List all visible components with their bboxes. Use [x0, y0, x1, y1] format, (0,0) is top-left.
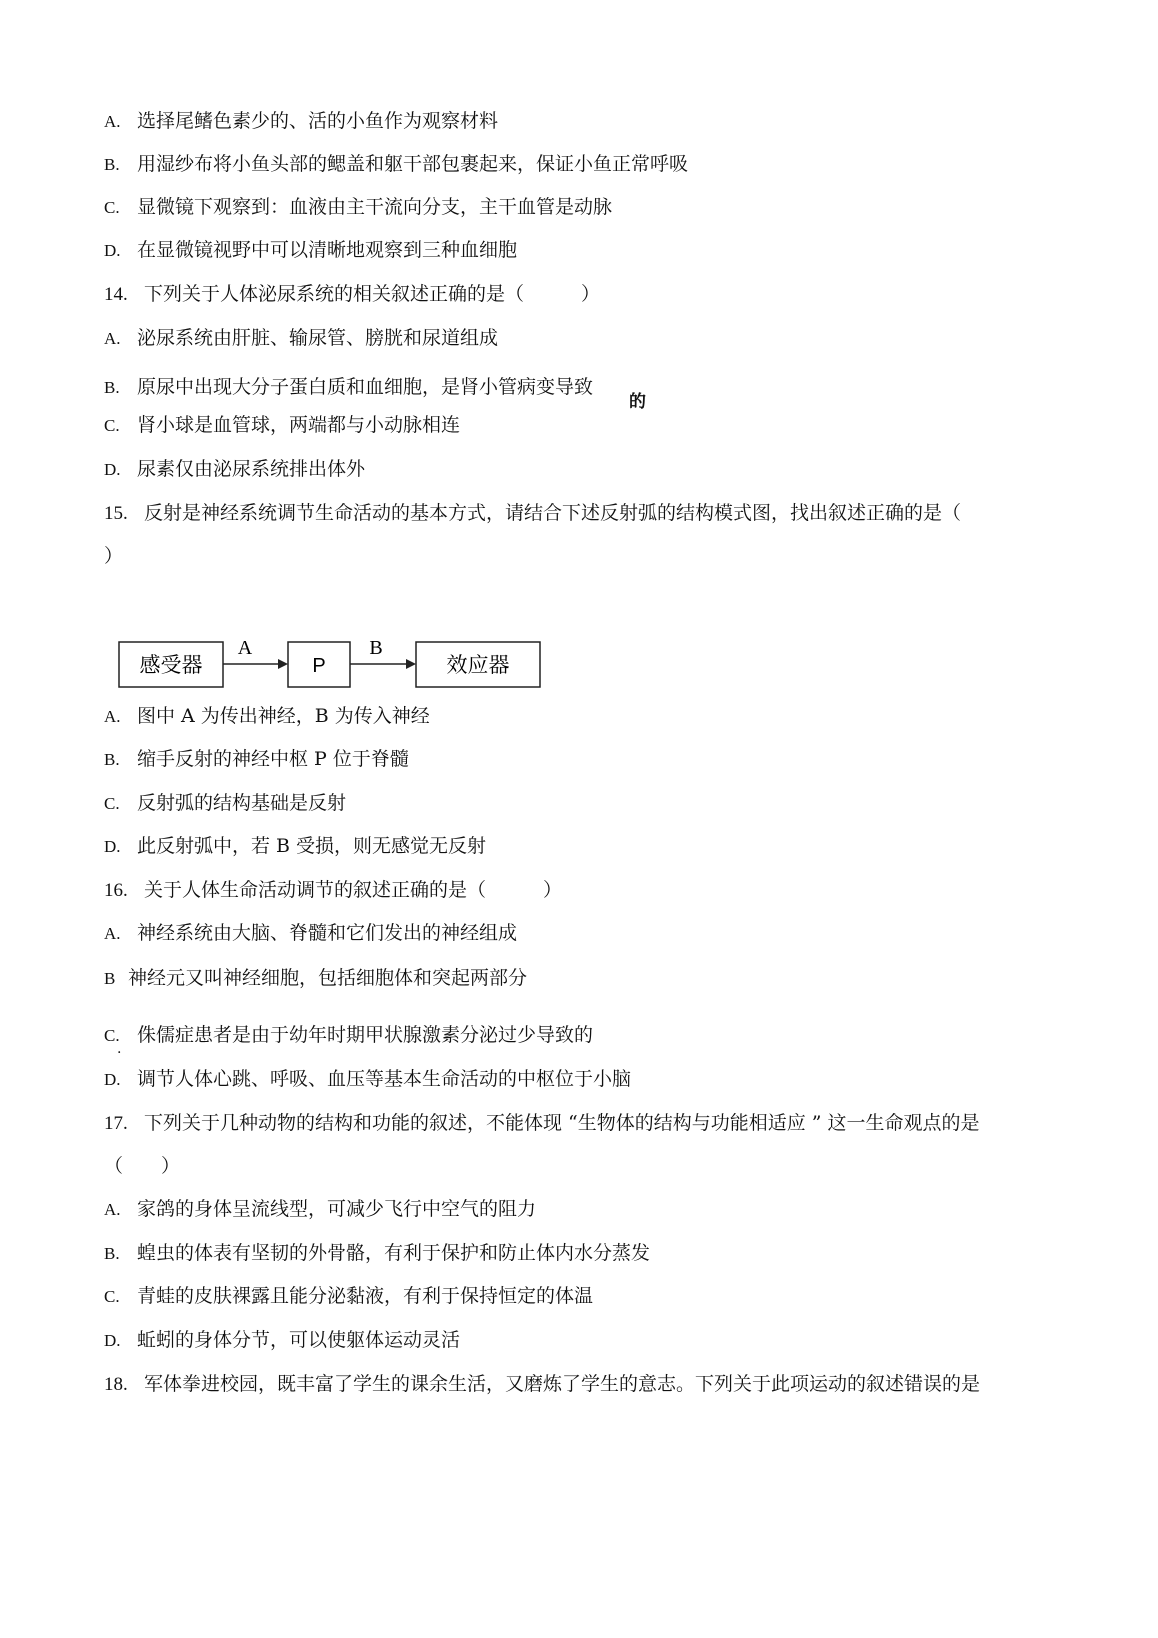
option-letter: D. — [104, 837, 121, 856]
question-16-stem — [104, 877, 562, 904]
option-text: 图中 A 为传出神经，B 为传入神经 — [137, 705, 430, 727]
option-15-b — [104, 746, 409, 773]
option-letter: B — [104, 969, 116, 988]
option-text: 反射弧的结构基础是反射 — [137, 792, 347, 814]
option-text: 此反射弧中，若 B 受损，则无感觉无反射 — [137, 835, 487, 857]
option-13-d — [104, 237, 517, 264]
option-letter: A. — [104, 112, 121, 131]
question-number: 14. — [104, 284, 128, 305]
option-text: 原尿中出现大分子蛋白质和血细胞，是肾小管病变导致 — [137, 376, 594, 398]
option-text: 神经元又叫神经细胞，包括细胞体和突起两部分 — [128, 967, 528, 989]
option-letter: C. — [104, 794, 120, 813]
question-text: 军体拳进校园，既丰富了学生的课余生活，又磨炼了学生的意志。下列关于此项运动的叙述错误的是 — [144, 1373, 981, 1395]
option-text: 在显微镜视野中可以清晰地观察到三种血细胞 — [137, 239, 518, 261]
option-16-d — [104, 1066, 631, 1093]
option-13-b — [104, 151, 688, 178]
option-letter: A. — [104, 1200, 121, 1219]
option-16-c — [104, 1022, 593, 1049]
option-letter: C. — [104, 1287, 120, 1306]
question-17-stem — [104, 1110, 980, 1137]
option-letter: A. — [104, 924, 121, 943]
question-text: 下列关于人体泌尿系统的相关叙述正确的是（ ） — [144, 283, 601, 305]
option-14-c — [104, 412, 460, 439]
question-15-stem — [104, 500, 961, 527]
option-text: 家鸽的身体呈流线型，可减少飞行中空气的阻力 — [137, 1198, 537, 1220]
option-16-a — [104, 920, 517, 947]
option-text: 神经系统由大脑、脊髓和它们发出的神经组成 — [137, 922, 518, 944]
option-letter: D. — [104, 1331, 121, 1350]
option-17-a — [104, 1196, 536, 1223]
arrow-a-head — [278, 659, 288, 669]
option-text: 调节人体心跳、呼吸、血压等基本生命活动的中枢位于小脑 — [137, 1068, 632, 1090]
option-letter: A. — [104, 707, 121, 726]
option-15-a — [104, 703, 430, 730]
option-16-b-dot: . — [117, 1041, 122, 1057]
arrow-b-label: B — [369, 637, 383, 659]
option-16-b — [104, 965, 527, 992]
reflex-arc-diagram — [118, 630, 548, 696]
option-text: 显微镜下观察到：血液由主干流向分支，主干血管是动脉 — [137, 196, 613, 218]
option-13-c — [104, 194, 612, 221]
option-text: 蚯蚓的身体分节，可以使躯体运动灵活 — [137, 1329, 461, 1351]
option-15-d — [104, 833, 486, 860]
option-14-b-tail: 的 — [629, 392, 646, 412]
option-letter: B. — [104, 155, 120, 174]
option-14-a — [104, 325, 498, 352]
option-letter: C. — [104, 416, 120, 435]
option-14-d — [104, 456, 365, 483]
option-text: 缩手反射的神经中枢 P 位于脊髓 — [137, 748, 409, 770]
option-text: 肾小球是血管球，两端都与小动脉相连 — [137, 414, 461, 436]
option-letter: B. — [104, 750, 120, 769]
center-label: P — [312, 655, 326, 677]
option-text: 侏儒症患者是由于幼年时期甲状腺激素分泌过少导致的 — [137, 1024, 594, 1046]
option-letter: B. — [104, 1244, 120, 1263]
option-letter: D. — [104, 241, 121, 260]
question-number: 17. — [104, 1113, 128, 1134]
option-14-b — [104, 374, 593, 401]
question-text: 下列关于几种动物的结构和功能的叙述，不能体现 “生物体的结构与功能相适应 ” 这一生命观点的是 — [144, 1112, 980, 1134]
option-letter: C. — [104, 198, 120, 217]
option-text: 蝗虫的体表有坚韧的外骨骼，有利于保护和防止体内水分蒸发 — [137, 1242, 651, 1264]
option-17-d — [104, 1327, 460, 1354]
option-17-c — [104, 1283, 593, 1310]
option-letter: D. — [104, 460, 121, 479]
option-letter: C. — [104, 1026, 120, 1045]
effector-label: 效应器 — [446, 654, 510, 677]
option-text: 尿素仅由泌尿系统排出体外 — [137, 458, 366, 480]
option-text: 选择尾鳍色素少的、活的小鱼作为观察材料 — [137, 110, 499, 132]
receptor-label: 感受器 — [139, 654, 203, 677]
option-letter: A. — [104, 329, 121, 348]
question-number: 16. — [104, 880, 128, 901]
option-letter: D. — [104, 1070, 121, 1089]
option-13-a — [104, 108, 498, 135]
option-letter: B. — [104, 378, 120, 397]
option-text: 用湿纱布将小鱼头部的鳃盖和躯干部包裹起来，保证小鱼正常呼吸 — [137, 153, 689, 175]
question-number: 15. — [104, 503, 128, 524]
option-text: 青蛙的皮肤裸露且能分泌黏液，有利于保持恒定的体温 — [137, 1285, 594, 1307]
option-15-c — [104, 790, 346, 817]
question-text: 反射是神经系统调节生命活动的基本方式，请结合下述反射弧的结构模式图，找出叙述正确的是（ — [144, 502, 962, 524]
question-number: 18. — [104, 1374, 128, 1395]
question-15-stem-cont: ） — [104, 545, 124, 567]
arrow-a-label: A — [237, 637, 253, 659]
question-18-stem — [104, 1371, 980, 1398]
option-text: 泌尿系统由肝脏、输尿管、膀胱和尿道组成 — [137, 327, 499, 349]
option-17-b — [104, 1240, 650, 1267]
arrow-b-head — [406, 659, 416, 669]
question-14-stem — [104, 281, 600, 308]
question-17-stem-cont: （ ） — [104, 1155, 181, 1177]
question-text: 关于人体生命活动调节的叙述正确的是（ ） — [144, 879, 563, 901]
